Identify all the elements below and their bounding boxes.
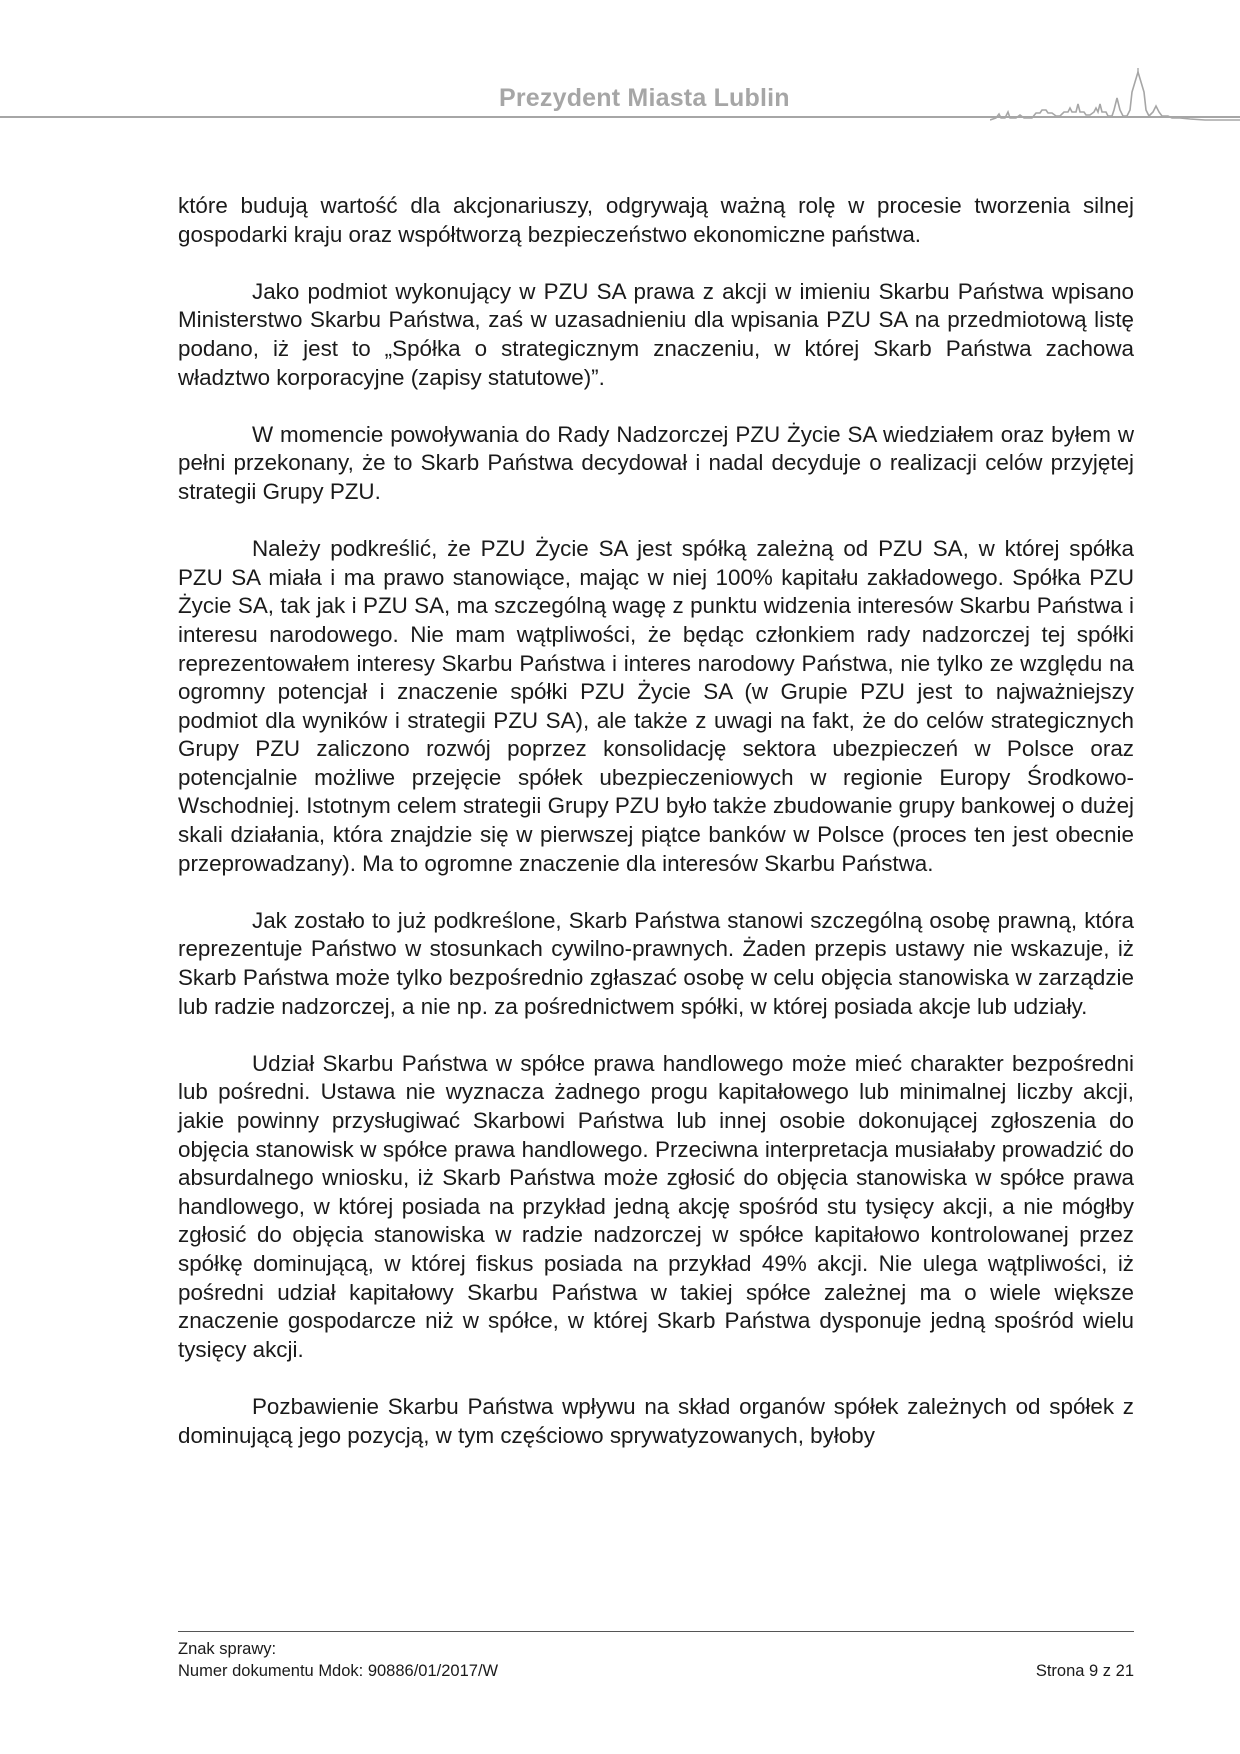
paragraph-4: Należy podkreślić, że PZU Życie SA jest spółką zależną od PZU SA, w której spółka PZU SA miała i ma prawo stanowiące, mając w niej 100% kapitału zakładowego. Spółka PZU Życie SA, tak jak i PZU SA, ma szczególną wagę z punktu widzenia interesów Skarbu Państwa i interesu narodowego. Nie mam wątpliwości, że będąc członkiem rady nadzorczej tej spółki reprezentowałem interesy Skarbu Państwa i interes narodowy Państwa, nie tylko ze względu na ogromny potencjał i znaczenie spółki PZU Życie SA (w Grupie PZU jest to najważniejszy podmiot dla wyników i strategii PZU SA), ale także z uwagi na fakt, że do celów strategicznych Grupy PZU zaliczono rozwój poprzez konsolidację sektora ubezpieczeń w Polsce oraz potencjalnie możliwe przejęcie spółek ubezpieczeniowych w regionie Europy Środkowo-Wschodniej. Istotnym celem strategii Grupy PZU było także zbudowanie grupy bankowej o dużej skali działania, która znajdzie się w pierwszej piątce banków w Polsce (proces ten jest obecnie przeprowadzany). Ma to ogromne znaczenie dla interesów Skarbu Państwa. bbox=[178, 536, 1134, 876]
paragraph-2: Jako podmiot wykonujący w PZU SA prawa z akcji w imieniu Skarbu Państwa wpisano Ministerstwo Skarbu Państwa, zaś w uzasadnieniu dla wpisania PZU SA na przedmiotową listę podano, iż jest to „Spółka o strategicznym znaczeniu, w której Skarb Państwa zachowa władztwo korporacyjne (zapisy statutowe)”. bbox=[178, 278, 1134, 390]
paragraph-7: Pozbawienie Skarbu Państwa wpływu na skład organów spółek zależnych od spółek z dominującą jego pozycją, w tym częściowo sprywatyzowanych, byłoby bbox=[178, 1393, 1134, 1448]
paragraph-6: Udział Skarbu Państwa w spółce prawa handlowego może mieć charakter bezpośredni lub pośredni. Ustawa nie wyznacza żadnego progu kapitałowego lub minimalnej liczby akcji, jakie powinny przysługiwać Skarbowi Państwa lub innej osobie dokonującej zgłoszenia do objęcia stanowisk w spółce prawa handlowego. Przeciwna interpretacja musiałaby prowadzić do absurdalnego wniosku, iż Skarb Państwa może zgłosić do objęcia stanowiska w spółce prawa handlowego, w której posiada na przykład jedną akcję spośród stu tysięcy akcji, a nie mógłby zgłosić do objęcia stanowiska w radzie nadzorczej w spółce kapitałowo kontrolowanej przez spółkę dominującą, w której fiskus posiada na przykład 49% akcji. Nie ulega wątpliwości, iż pośredni udział kapitałowy Skarbu Państwa w takiej spółce zależnej ma o wiele większe znaczenie gospodarcze niż w spółce, w której Skarb Państwa dysponuje jedną spośród wielu tysięcy akcji. bbox=[178, 1050, 1134, 1362]
header-divider bbox=[0, 116, 1240, 118]
case-label: Znak sprawy: bbox=[178, 1640, 277, 1658]
footer-row bbox=[178, 1660, 1134, 1682]
paragraph-1: które budują wartość dla akcjonariuszy, odgrywają ważną rolę w procesie tworzenia silnej gospodarki kraju oraz współtworzą bezpieczeństwo ekonomiczne państwa. bbox=[178, 193, 1134, 247]
page-indicator: Strona 9 z 21 bbox=[1035, 1662, 1134, 1680]
paragraph-5: Jak zostało to już podkreślone, Skarb Państwa stanowi szczególną osobę prawną, która reprezentuje Państwo w stosunkach cywilno-prawnych. Żaden przepis ustawy nie wskazuje, iż Skarb Państwa może tylko bezpośrednio zgłaszać osobę w celu objęcia stanowiska w zarządzie lub radzie nadzorczej, a nie np. za pośrednictwem spółki, w której posiada akcje lub udziały. bbox=[178, 907, 1134, 1019]
document-number: Numer dokumentu Mdok: 90886/01/2017/W bbox=[178, 1662, 499, 1680]
document-body bbox=[178, 192, 1134, 1479]
paragraph-3: W momencie powoływania do Rady Nadzorczej PZU Życie SA wiedziałem oraz byłem w pełni przekonany, że to Skarb Państwa decydował i nadal decyduje o realizacji celów przyjętej strategii Grupy PZU. bbox=[178, 421, 1134, 504]
header-title: Prezydent Miasta Lublin bbox=[499, 84, 790, 112]
page-header bbox=[0, 60, 1240, 130]
page-footer bbox=[178, 1631, 1134, 1682]
footer-divider bbox=[178, 1631, 1134, 1632]
